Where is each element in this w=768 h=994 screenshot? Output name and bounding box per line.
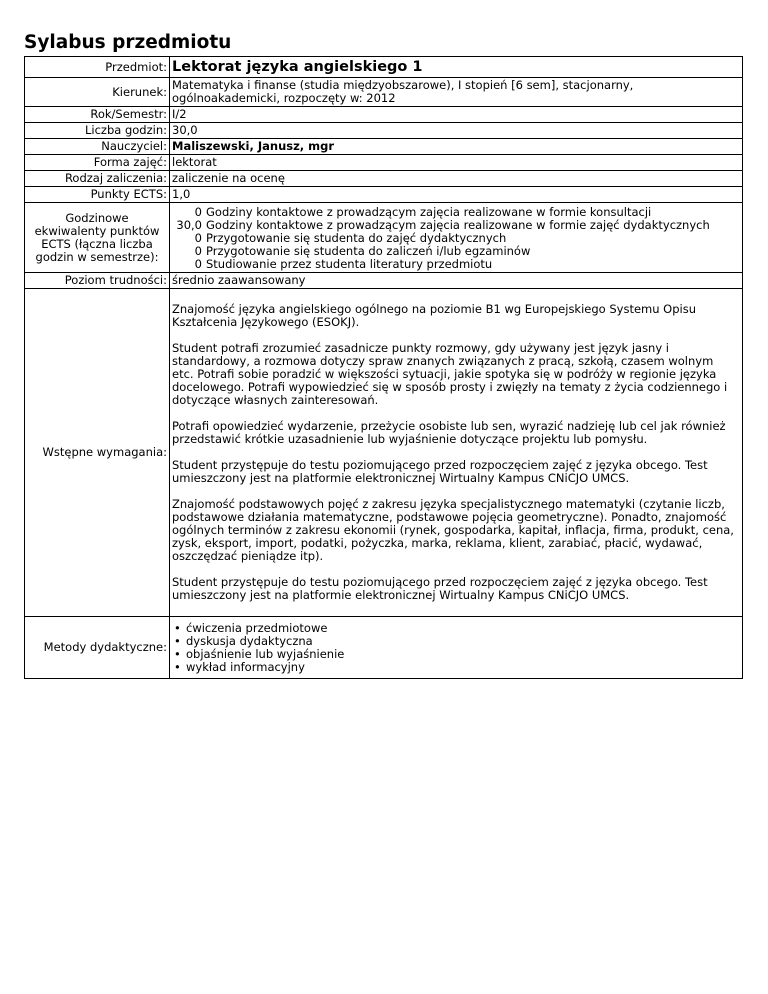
hours-value: 0	[194, 231, 202, 245]
hours-value: 0	[194, 257, 202, 271]
label-nauczyciel: Nauczyciel:	[25, 139, 170, 155]
hours-list	[172, 206, 740, 271]
label-ects: Punkty ECTS:	[25, 187, 170, 203]
hours-text: Przygotowanie się studenta do zajęć dydaktycznych	[206, 231, 507, 245]
value-metody	[170, 617, 743, 679]
list-item: • objaśnienie lub wyjaśnienie	[186, 648, 740, 661]
label-przedmiot: Przedmiot:	[25, 57, 170, 78]
row-poziom	[25, 273, 743, 289]
hours-value: 30,0	[176, 218, 202, 232]
label-godzinowe	[25, 203, 170, 273]
row-forma	[25, 155, 743, 171]
requirement-paragraph: Student potrafi zrozumieć zasadnicze punkty rozmowy, gdy używany jest język jasny i standardowy, a rozmowa dotyczy spraw znanych związanych z pracą, szkołą, czasem wolnym etc. Potrafi sobie poradzić w większości sytuacji, jakie spotyka się w podróży w regionie języka docelowego. Potrafi wypowiedzieć się w sposób prosty i zwięzły na tematy z życia codziennego i dotyczące własnych zainteresowań.	[172, 341, 728, 407]
requirement-paragraph: Znajomość podstawowych pojęć z zakresu języka specjalistycznego matematyki (czytanie liczb, podstawowe działania matematyczne, podstawowe pojęcia geometryczne). Ponadto, znajomość ogólnych terminów z zakresu ekonomii (rynek, gospodarka, kapitał, inflacja, firma, produkt, cena, zysk, eksport, import, podatki, pożyczka, marka, reklama, klient, zarabiać, płacić, wydawać, oszczędzać pieniądze itp).	[172, 497, 734, 563]
hours-text: Przygotowanie się studenta do zaliczeń i/lub egzaminów	[206, 244, 531, 258]
row-wymagania	[25, 289, 743, 617]
value-wymagania	[170, 289, 743, 617]
value-przedmiot: Lektorat języka angielskiego 1	[172, 59, 423, 75]
value-rodzaj: zaliczenie na ocenę	[170, 171, 743, 187]
row-metody	[25, 617, 743, 679]
row-ects	[25, 187, 743, 203]
value-godzinowe	[170, 203, 743, 273]
value-nauczyciel: Maliszewski, Janusz, mgr	[170, 139, 743, 155]
row-przedmiot	[25, 57, 743, 78]
hours-value: 0	[194, 205, 202, 219]
value-poziom: średnio zaawansowany	[170, 273, 743, 289]
requirement-paragraph: Student przystępuje do testu poziomującego przed rozpoczęciem zajęć z języka obcego. Test umieszczony jest na platformie elektronicznej Wirtualny Kampus CNiCJO UMCS.	[172, 458, 708, 485]
value-liczba-godzin: 30,0	[170, 123, 743, 139]
row-rok	[25, 107, 743, 123]
label-poziom: Poziom trudności:	[25, 273, 170, 289]
requirement-paragraph: Znajomość języka angielskiego ogólnego na poziomie B1 wg Europejskiego Systemu Opisu Kształcenia Językowego (ESOKJ).	[172, 302, 697, 329]
page-title: Sylabus przedmiotu	[24, 32, 232, 53]
label-rok: Rok/Semestr:	[25, 107, 170, 123]
methods-list	[172, 622, 740, 674]
label-rodzaj: Rodzaj zaliczenia:	[25, 171, 170, 187]
row-kierunek	[25, 78, 743, 107]
list-item: • dyskusja dydaktyczna	[186, 635, 740, 648]
value-ects: 1,0	[170, 187, 743, 203]
row-rodzaj	[25, 171, 743, 187]
label-wymagania: Wstępne wymagania:	[25, 289, 170, 617]
label-liczba-godzin: Liczba godzin:	[25, 123, 170, 139]
value-forma: lektorat	[170, 155, 743, 171]
row-liczba-godzin	[25, 123, 743, 139]
list-item: • ćwiczenia przedmiotowe	[186, 622, 740, 635]
row-godzinowe	[25, 203, 743, 273]
label-forma: Forma zajęć:	[25, 155, 170, 171]
label-metody: Metody dydaktyczne:	[25, 617, 170, 679]
requirement-paragraph: Potrafi opowiedzieć wydarzenie, przeżycie osobiste lub sen, wyrazić nadzieję lub cel jak również przedstawić krótkie uzasadnienie lub wyjaśnienie dotyczące projektu lub pomysłu.	[172, 419, 726, 446]
hours-text: Godziny kontaktowe z prowadzącym zajęcia realizowane w formie zajęć dydaktycznych	[206, 218, 710, 232]
syllabus-table	[24, 56, 743, 679]
value-kierunek: Matematyka i finanse (studia międzyobszarowe), I stopień [6 sem], stacjonarny, ogólnoakademicki, rozpoczęty w: 2012	[170, 78, 743, 107]
label-kierunek: Kierunek:	[25, 78, 170, 107]
list-item: • wykład informacyjny	[186, 661, 740, 674]
hours-text: Studiowanie przez studenta literatury przedmiotu	[206, 257, 493, 271]
hours-value: 0	[194, 244, 202, 258]
label-godzinowe-text: Godzinowe ekwiwalenty punktów ECTS (łączna liczba godzin w semestrze):	[34, 210, 160, 264]
hours-text: Godziny kontaktowe z prowadzącym zajęcia realizowane w formie konsultacji	[206, 205, 652, 219]
row-nauczyciel	[25, 139, 743, 155]
value-rok: I/2	[170, 107, 743, 123]
requirement-paragraph: Student przystępuje do testu poziomującego przed rozpoczęciem zajęć z języka obcego. Test umieszczony jest na platformie elektronicznej Wirtualny Kampus CNiCJO UMCS.	[172, 575, 708, 602]
